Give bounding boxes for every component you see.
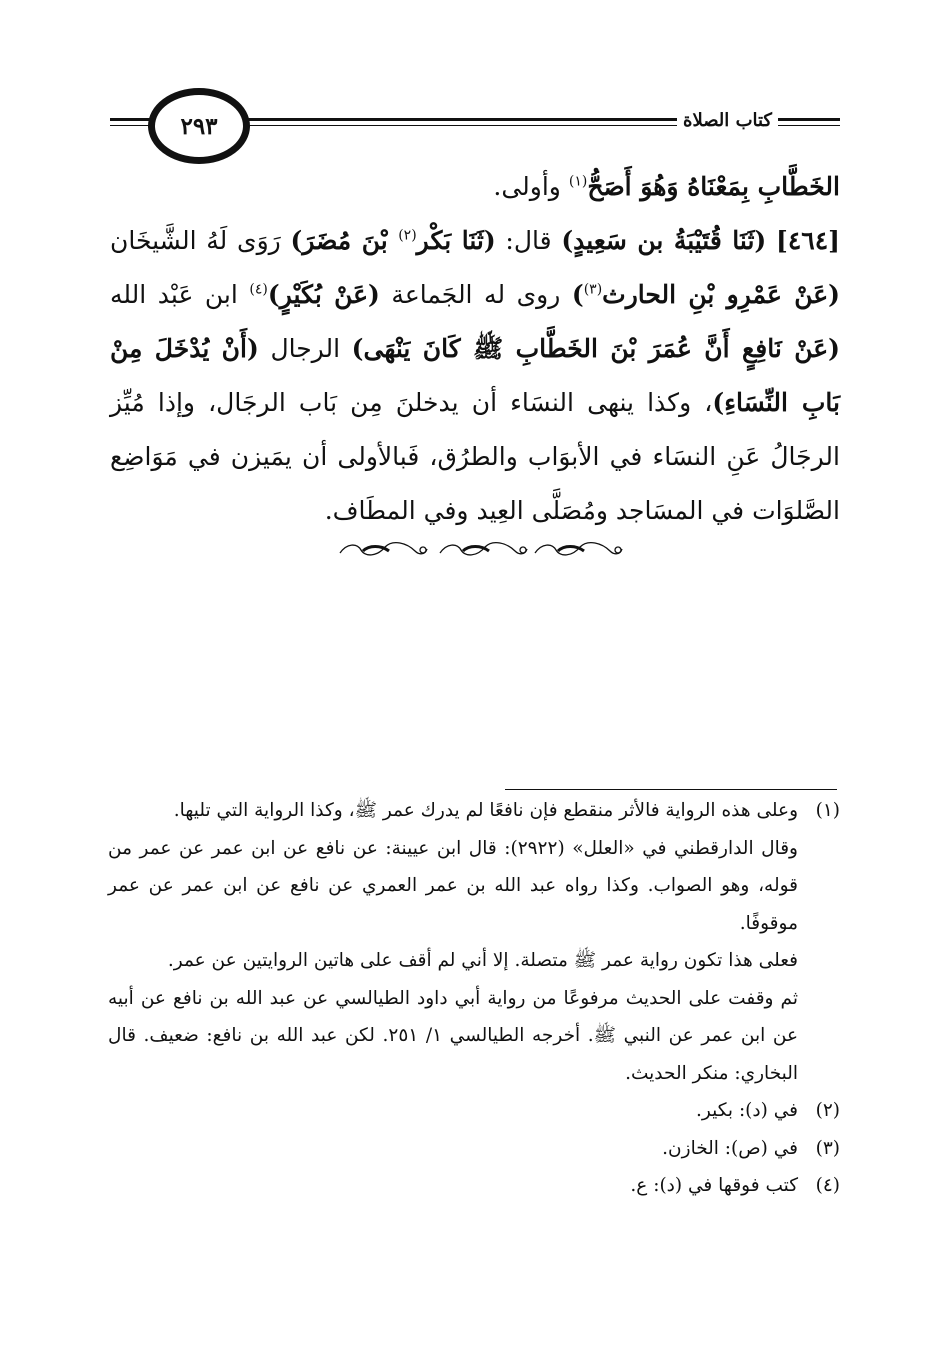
commentary-text: قال: bbox=[495, 226, 562, 255]
paragraph-1 bbox=[110, 160, 840, 214]
footnote-number: (٣) bbox=[815, 1137, 840, 1159]
footnote-body bbox=[108, 1092, 798, 1130]
footnote-paragraph: في (ص): الخازن. bbox=[662, 1137, 798, 1159]
footnote-paragraph: وقال الدارقطني في «العلل» (٢٩٢٢): قال ابن عيينة: عن نافع عن ابن عمر عن عمر من قوله، وهو الصواب. وكذا رواه عبد الله بن عمر العمري عن نافع عن ابن عمر عن عمر موقوفًا. bbox=[108, 837, 798, 934]
main-text bbox=[110, 160, 840, 538]
header-rule-left-thin bbox=[110, 125, 150, 126]
footnotes bbox=[108, 792, 840, 1205]
hadith-text: (عَنْ بُكَيْرٍ) bbox=[267, 280, 380, 309]
footnote-paragraph: في (د): بكير. bbox=[696, 1100, 798, 1121]
hadith-text: (أَنْ يُدْخَلَ مِنْ بَابِ النِّسَاءِ) bbox=[110, 334, 840, 417]
paragraph-2 bbox=[110, 214, 840, 538]
hadith-text: ) bbox=[571, 280, 584, 309]
footnote bbox=[108, 1167, 840, 1205]
hadith-text: (عَنْ عَمْرِو بْنِ الحارث bbox=[602, 280, 840, 309]
footnote-body bbox=[108, 792, 798, 1092]
footnote-ref: (٢) bbox=[398, 227, 417, 244]
hadith-text: (عَنْ نَافِعٍ أَنَّ عُمَرَ بْنَ الخَطَّابِ ﷺ كَانَ يَنْهَى) bbox=[351, 334, 840, 363]
commentary-text: الرجال bbox=[258, 334, 352, 363]
hadith-text: بْنَ مُضَرَ) bbox=[290, 226, 399, 255]
footnote-number: (٤) bbox=[815, 1175, 840, 1196]
hadith-text: الخَطَّابِ بِمَعْنَاهُ وَهُوَ أَصَحُّ bbox=[587, 172, 840, 201]
header-rule-left bbox=[110, 118, 150, 121]
footnote-paragraph: وعلى هذه الرواية فالأثر منقطع فإن نافعًا لم يدرك عمر ﷺ، وكذا الرواية التي تليها. bbox=[173, 800, 798, 821]
page-header bbox=[110, 88, 840, 168]
entry-number: [٤٦٤] bbox=[776, 226, 840, 255]
hadith-text: (ثَنَا قُتَيْبَةُ بن سَعِيدٍ) bbox=[561, 226, 767, 255]
footnote-ref: (١) bbox=[568, 173, 588, 190]
commentary-text: رَوَى لَهُ الشَّيخَان bbox=[110, 226, 291, 255]
footnote-number: (١) bbox=[815, 800, 840, 821]
footnote-ref: (٤) bbox=[249, 281, 268, 298]
footnote-ref: (٣) bbox=[583, 281, 603, 298]
footnote-number: (٢) bbox=[815, 1100, 840, 1121]
floral-divider-icon bbox=[330, 535, 630, 565]
commentary-text: روى له الجَماعة bbox=[379, 280, 572, 309]
footnote-body bbox=[108, 1167, 798, 1205]
footnote-paragraph: كتب فوقها في (د): ع. bbox=[630, 1175, 798, 1196]
hadith-text: (ثَنَا بَكْر bbox=[416, 226, 496, 255]
page-number: ٢٩٣ bbox=[148, 88, 250, 164]
footnote bbox=[108, 1130, 840, 1168]
commentary-text: ، وكذا ينهى النسَاء أن يدخلنَ مِن بَاب الرجَال، وإذا مُيِّز الرجَالُ عَنِ النسَاء في الأبوَاب والطرُق، فَبالأولى أن يمَيزن في مَوَاضِع الصَّلوَات في المسَاجد ومُصَلَّى العِيد وفي المطَاف. bbox=[110, 388, 840, 525]
footnote-separator bbox=[505, 789, 837, 790]
footnote bbox=[108, 792, 840, 1092]
footnote-body bbox=[108, 1130, 798, 1168]
footnote-paragraph: ثم وقفت على الحديث مرفوعًا من رواية أبي داود الطيالسي عن عبد الله بن نافع عن أبيه عن ابن عمر عن النبي ﷺ. أخرجه الطيالسي ١/ ٢٥١. لكن عبد الله بن نافع: ضعيف. قال البخاري: منكر الحديث. bbox=[108, 987, 798, 1084]
commentary-text: وأولى. bbox=[493, 172, 569, 201]
commentary-text: ابن عَبْد الله bbox=[110, 280, 250, 309]
footnote bbox=[108, 1092, 840, 1130]
running-title: كتاب الصلاة bbox=[677, 110, 778, 131]
footnote-paragraph: فعلى هذا تكون رواية عمر ﷺ متصلة. إلا أني لم أقف على هاتين الروايتين عن عمر. bbox=[167, 950, 798, 971]
